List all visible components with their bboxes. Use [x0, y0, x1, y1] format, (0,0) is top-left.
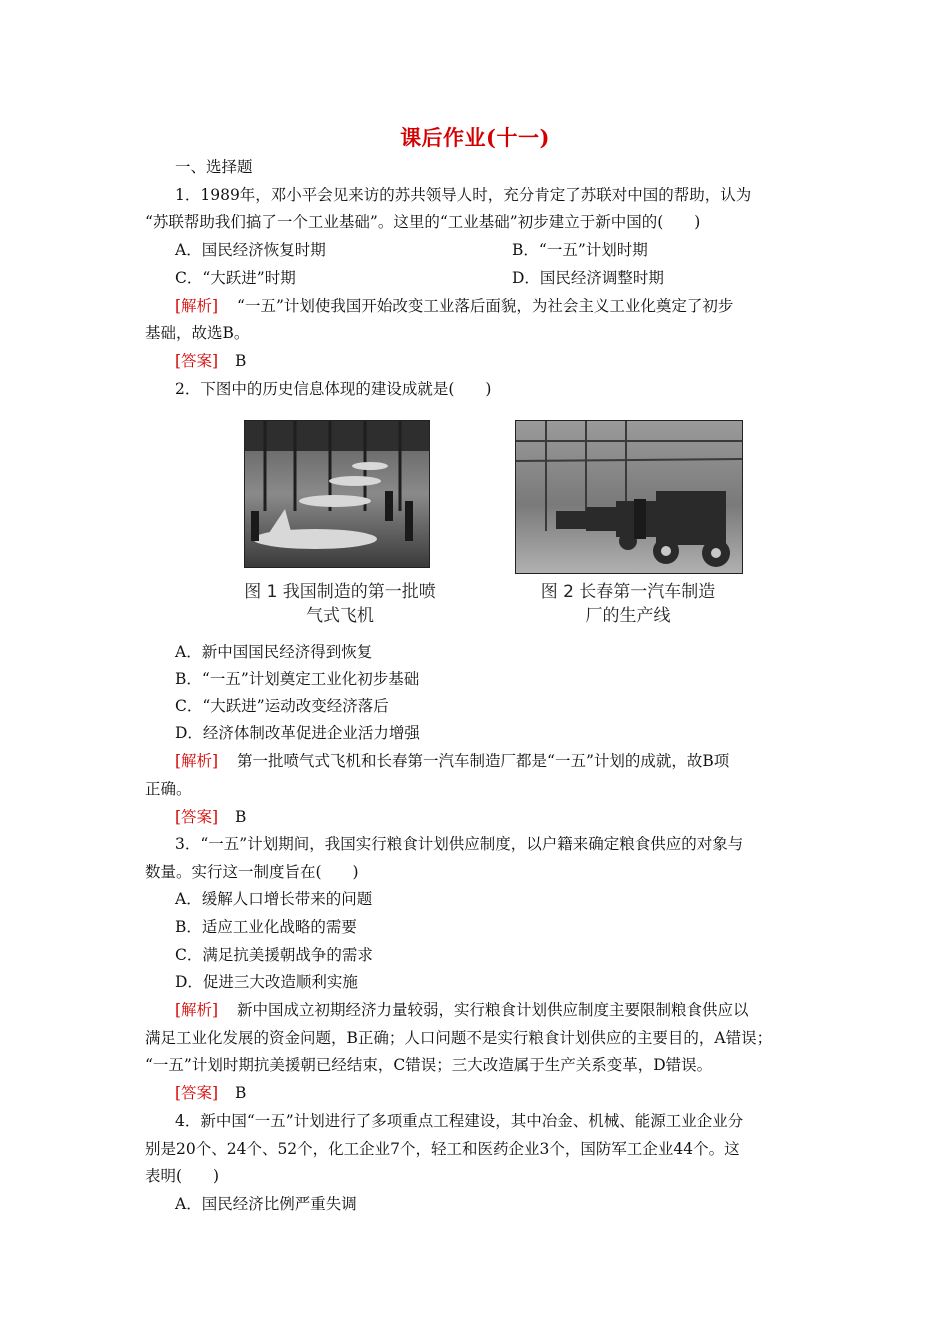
q2-option-d: D．经济体制改革促进企业活力增强 [175, 724, 420, 742]
figure-2-photo [515, 420, 743, 574]
q1-stem-line2: “苏联帮助我们搞了一个工业基础”。这里的“工业基础”初步建立于新中国的( ) [145, 213, 701, 231]
q2-answer [175, 806, 246, 828]
q1-option-a: A．国民经济恢复时期 [175, 241, 326, 259]
q3-stem-line2: 数量。实行这一制度旨在( ) [145, 863, 359, 881]
analysis-tag: [解析] [175, 1001, 219, 1019]
q3-analysis-line2: 满足工业化发展的资金问题，B正确；人口问题不是实行粮食计划供应的主要目的，A错误； [145, 1029, 773, 1047]
analysis-tag: [解析] [175, 297, 219, 315]
q4-stem-line2: 别是20个、24个、52个，化工企业7个，轻工和医药企业3个，国防军工企业44个。这 [145, 1140, 740, 1158]
jet-aircraft-image [245, 421, 429, 567]
page-title: 课后作业(十一) [400, 125, 550, 150]
q3-option-d: D．促进三大改造顺利实施 [175, 973, 358, 991]
q3-option-b: B．适应工业化战略的需要 [175, 918, 357, 936]
answer-tag: [答案] [175, 1084, 219, 1102]
q1-answer-value: B [235, 352, 247, 370]
q2-analysis-text: 第一批喷气式飞机和长春第一汽车制造厂都是“一五”计划的成就，故B项 [237, 752, 730, 770]
figure-2-caption-line2: 厂的生产线 [585, 606, 671, 626]
answer-tag: [答案] [175, 808, 219, 826]
figure-1-caption-line1: 图 1 我国制造的第一批喷 [244, 582, 436, 602]
figure-1-caption [220, 580, 460, 628]
q2-analysis-line1 [175, 750, 729, 772]
q2-answer-value: B [235, 808, 247, 826]
q2-analysis-line2: 正确。 [145, 780, 192, 798]
q3-option-a: A．缓解人口增长带来的问题 [175, 890, 373, 908]
truck-production-line-image [516, 421, 742, 573]
q1-option-b: B．“一五”计划时期 [512, 241, 648, 259]
q4-stem-line3: 表明( ) [145, 1167, 220, 1185]
q1-answer [175, 350, 246, 372]
q2-option-b: B．“一五”计划奠定工业化初步基础 [175, 670, 420, 688]
figure-1-photo [244, 420, 430, 568]
figure-1-caption-line2: 气式飞机 [306, 606, 374, 626]
q1-option-d: D．国民经济调整时期 [512, 269, 664, 287]
answer-tag: [答案] [175, 352, 219, 370]
q3-analysis-text: 新中国成立初期经济力量较弱，实行粮食计划供应制度主要限制粮食供应以 [237, 1001, 749, 1019]
q3-answer-value: B [235, 1084, 247, 1102]
figure-2-caption-line1: 图 2 长春第一汽车制造 [540, 582, 716, 602]
q1-analysis-line2: 基础，故选B。 [145, 324, 250, 342]
q1-analysis-text: “一五”计划使我国开始改变工业落后面貌，为社会主义工业化奠定了初步 [237, 297, 734, 315]
section-heading: 一、选择题 [175, 158, 253, 176]
figure-2-caption [512, 580, 744, 628]
q2-option-a: A．新中国国民经济得到恢复 [175, 643, 373, 661]
q3-analysis-line1 [175, 999, 749, 1021]
q2-stem-line1: 2．下图中的历史信息体现的建设成就是( ) [175, 380, 492, 398]
q1-option-c: C．“大跃进”时期 [175, 269, 296, 287]
q3-answer [175, 1082, 246, 1104]
q4-stem-line1: 4．新中国“一五”计划进行了多项重点工程建设，其中冶金、机械、能源工业企业分 [175, 1112, 744, 1130]
q1-stem-line1: 1．1989年，邓小平会见来访的苏共领导人时，充分肯定了苏联对中国的帮助，认为 [175, 186, 752, 204]
q3-option-c: C．满足抗美援朝战争的需求 [175, 946, 373, 964]
q2-option-c: C．“大跃进”运动改变经济落后 [175, 697, 389, 715]
q3-stem-line1: 3．“一五”计划期间，我国实行粮食计划供应制度，以户籍来确定粮食供应的对象与 [175, 835, 744, 853]
q1-analysis-line1 [175, 295, 733, 317]
analysis-tag: [解析] [175, 752, 219, 770]
q3-analysis-line3: “一五”计划时期抗美援朝已经结束，C错误；三大改造属于生产关系变革，D错误。 [145, 1056, 713, 1074]
q4-option-a: A．国民经济比例严重失调 [175, 1195, 357, 1213]
